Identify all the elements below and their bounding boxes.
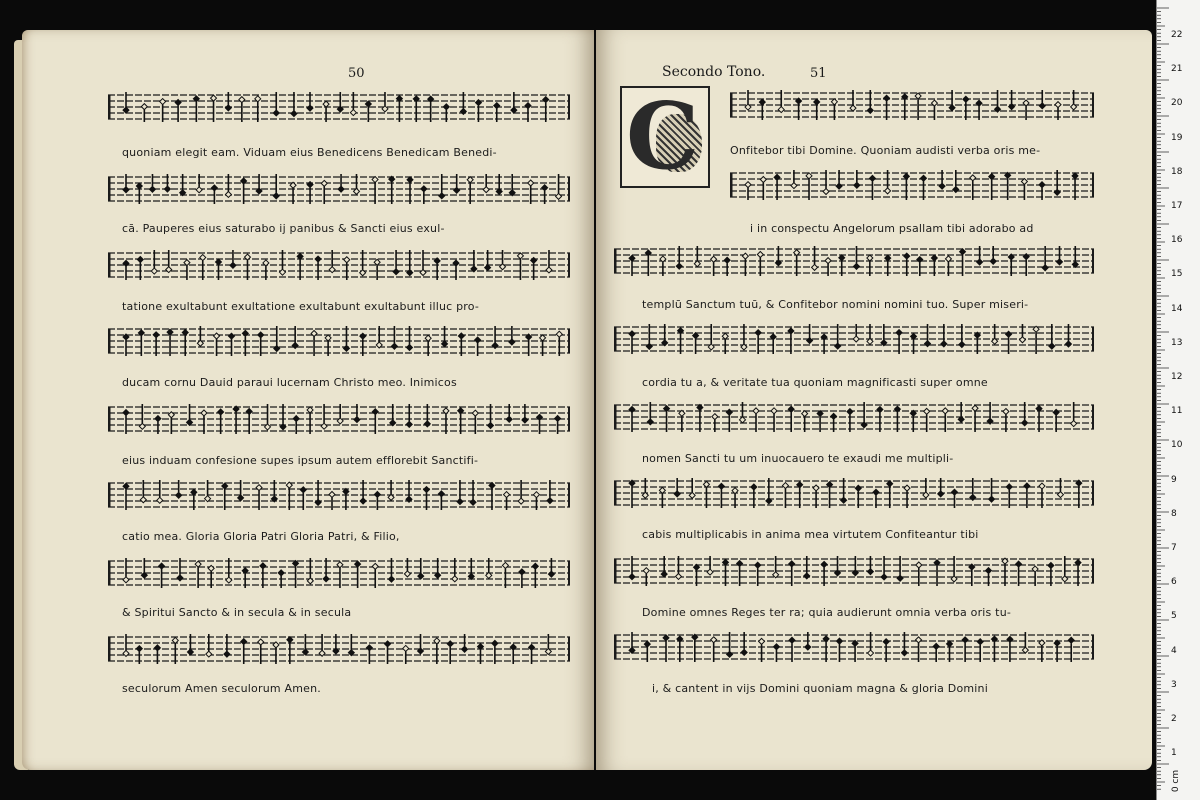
music-staff	[108, 480, 570, 510]
lyric-line: tatione exultabunt exultatione exultabunt exultabunt illuc pro-	[122, 300, 480, 313]
lyric-line: i, & cantent in vijs Domini quoniam magna & gloria Domini	[652, 682, 988, 695]
lyric-line: catio mea. Gloria Gloria Patri Gloria Patri, & Filio,	[122, 530, 400, 543]
music-staff	[614, 246, 1094, 276]
ruler-tick-label: 18	[1171, 166, 1183, 177]
right-page-number: 51	[810, 66, 827, 81]
lyric-line: templū Sanctum tuū, & Confitebor nomini nomini tuo. Super miseri-	[642, 298, 1029, 311]
lyric-line: cā. Pauperes eius saturabo ij panibus & Sancti eius exul-	[122, 222, 445, 235]
ruler-tick-label: 4	[1171, 645, 1177, 656]
ruler-tick-label: 11	[1171, 406, 1183, 417]
decorated-initial	[620, 82, 710, 190]
lyric-line: & Spiritui Sancto & in secula & in secula	[122, 606, 352, 619]
ruler-tick-label: 17	[1171, 201, 1183, 211]
measurement-ruler	[1156, 0, 1200, 800]
music-staff	[108, 250, 570, 280]
left-page-number: 50	[348, 66, 365, 81]
lyric-line: seculorum Amen seculorum Amen.	[122, 682, 321, 695]
music-staff	[108, 634, 570, 664]
lyric-line: eius induam confesione supes ipsum autem efflorebit Sanctifi-	[122, 454, 479, 467]
music-staff	[614, 556, 1094, 586]
ruler-tick-label: 6	[1171, 577, 1177, 588]
left-page	[22, 30, 594, 770]
lyric-line: Domine omnes Reges ter ra; quia audierunt omnia verba oris tu-	[642, 606, 1012, 619]
ruler-tick-label: 7	[1171, 543, 1177, 553]
music-staff	[108, 92, 570, 122]
lyric-line: nomen Sancti tu um inuocauero te exaudi me multipli-	[642, 452, 954, 465]
ruler-tick-label: 3	[1171, 679, 1177, 690]
music-staff	[108, 174, 570, 204]
music-staff	[730, 170, 1094, 200]
ruler-tick-label: 2	[1171, 714, 1177, 724]
music-staff	[108, 326, 570, 356]
ruler-tick-label: 9	[1171, 474, 1177, 485]
ruler-tick-label: 8	[1171, 508, 1177, 519]
lyric-line: ducam cornu Dauid paraui lucernam Christo meo. Inimicos	[122, 376, 457, 389]
lyric-line: cordia tu a, & veritate tua quoniam magnificasti super omne	[642, 376, 988, 389]
music-staff	[614, 324, 1094, 354]
ruler-tick-label: 13	[1171, 337, 1183, 348]
right-page	[596, 30, 1152, 770]
ruler-tick-label: 14	[1171, 303, 1183, 314]
ruler-tick-label: 19	[1171, 132, 1183, 143]
music-staff	[614, 478, 1094, 508]
music-staff	[108, 404, 570, 434]
lyric-line: i in conspectu Angelorum psallam tibi adorabo ad	[750, 222, 1034, 235]
ruler-tick-label: 16	[1171, 235, 1183, 246]
lyric-line: Onfitebor tibi Domine. Quoniam audisti verba oris me-	[730, 144, 1041, 157]
music-staff	[614, 402, 1094, 432]
music-staff	[614, 632, 1094, 662]
page-heading: Secondo Tono.	[662, 64, 766, 80]
lyric-line: cabis multiplicabis in anima mea virtutem Confiteantur tibi	[642, 528, 979, 541]
ruler-tick-label: 5	[1171, 611, 1177, 622]
music-staff	[108, 558, 570, 588]
open-book	[22, 30, 1152, 782]
ruler-tick-label: 15	[1171, 269, 1183, 280]
ruler-tick-label: 21	[1171, 64, 1183, 75]
ruler-tick-label: 20	[1171, 98, 1183, 109]
ruler-tick-label: 12	[1171, 372, 1183, 382]
ruler-tick-label: 10	[1171, 440, 1183, 451]
initial-letter: C	[626, 82, 700, 190]
ruler-ticks	[1157, 0, 1200, 800]
lyric-line: quoniam elegit eam. Viduam eius Benedicens Benedicam Benedi-	[122, 146, 497, 159]
ruler-tick-label: 1	[1171, 748, 1177, 759]
ruler-tick-label: 22	[1171, 30, 1183, 40]
music-staff	[730, 90, 1094, 120]
ruler-unit-label: 0 cm	[1171, 769, 1182, 793]
